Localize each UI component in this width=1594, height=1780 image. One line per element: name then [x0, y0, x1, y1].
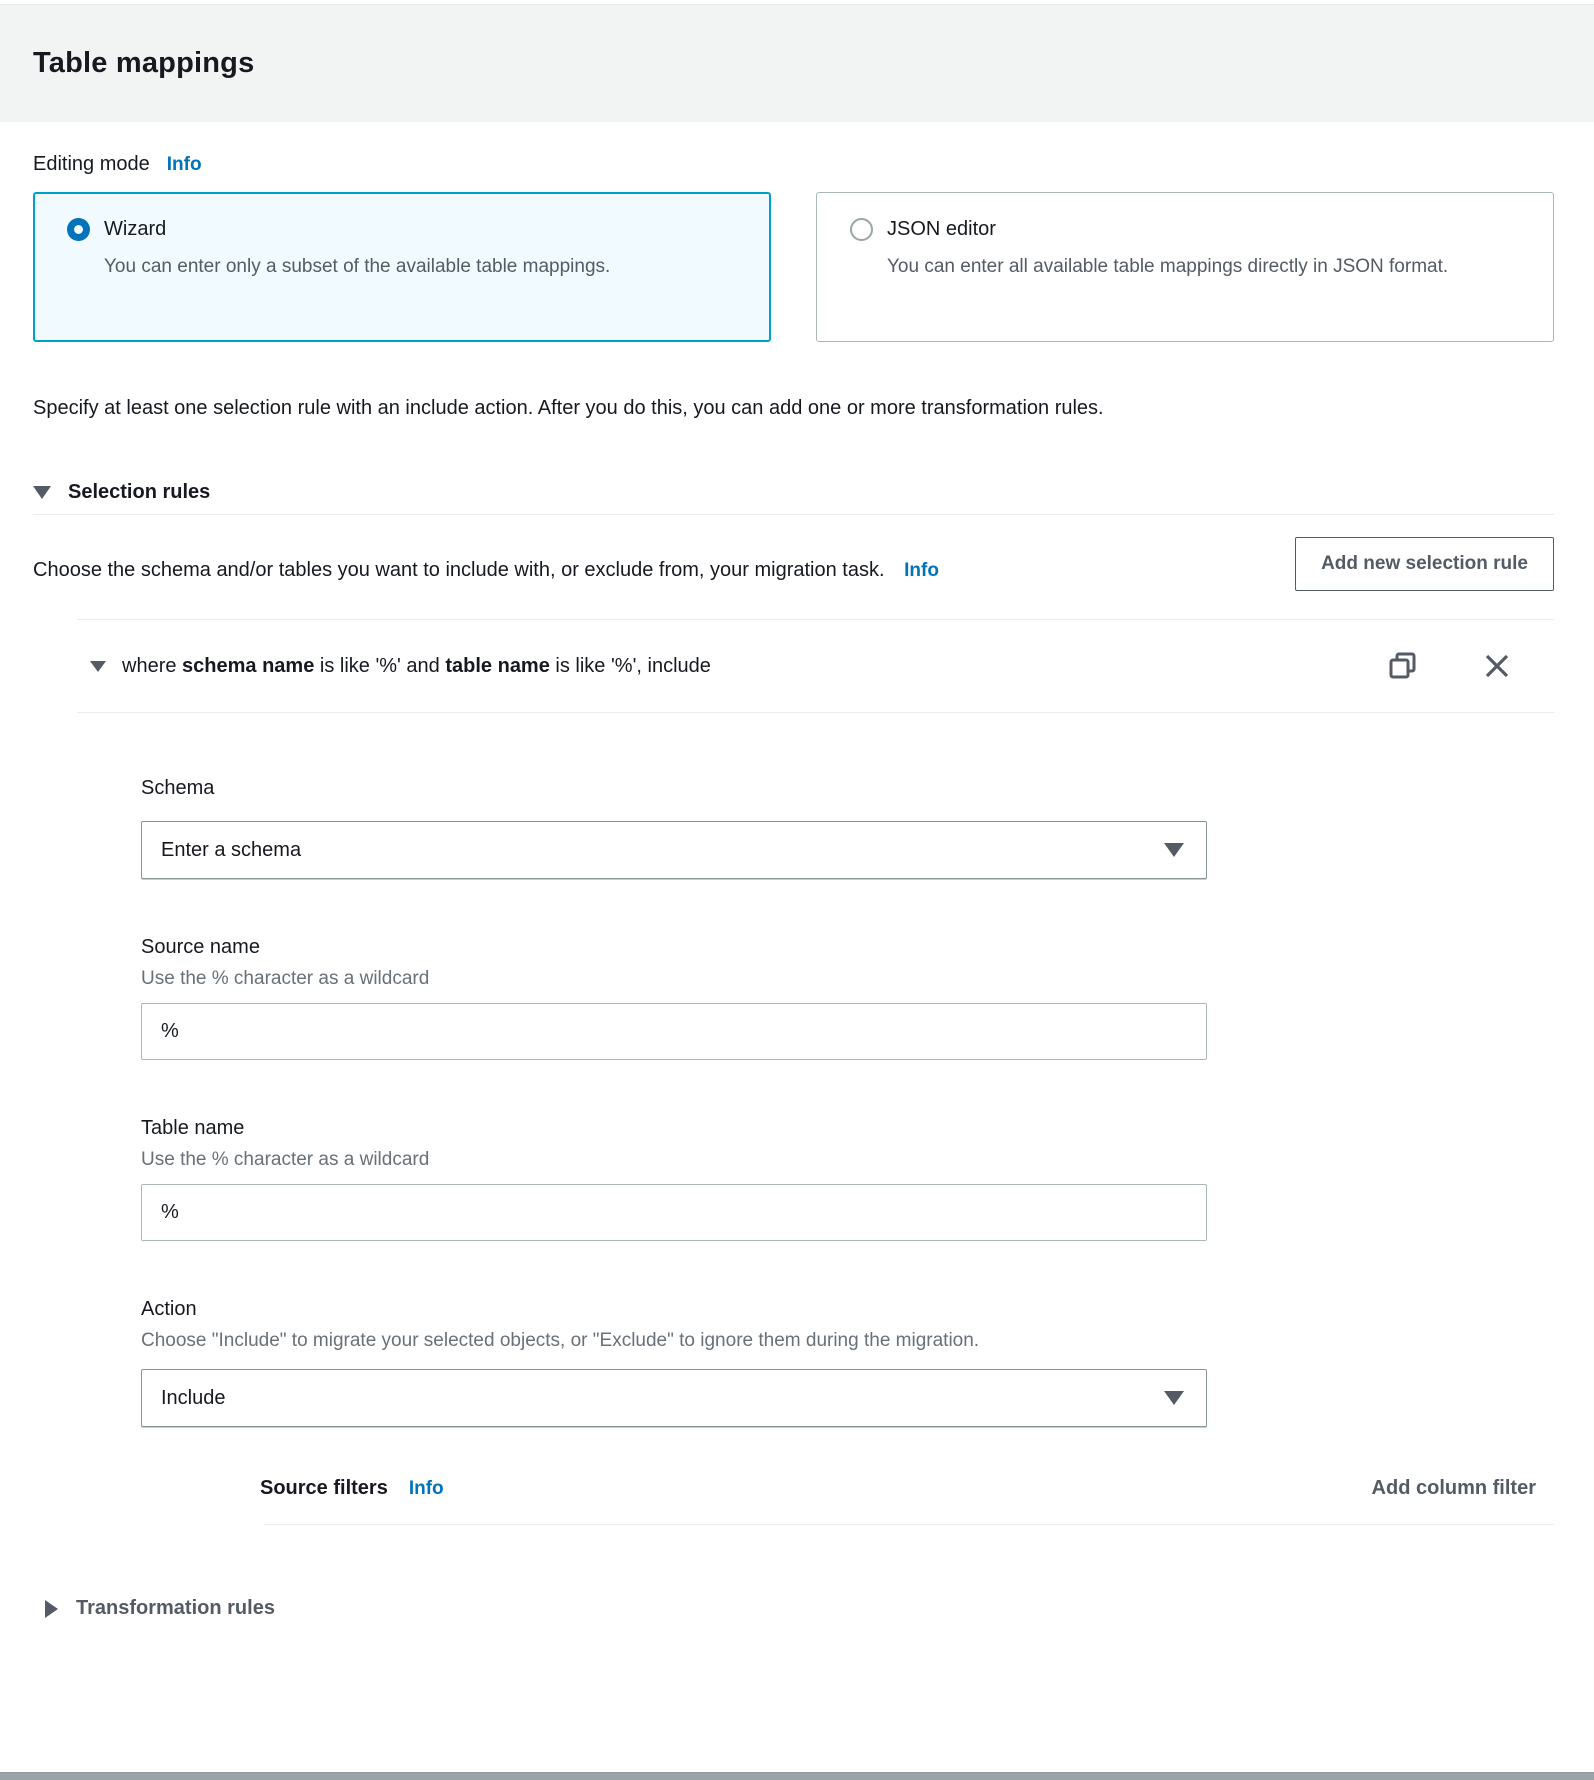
source-name-input[interactable]	[141, 1003, 1207, 1060]
editing-mode-row	[33, 153, 1554, 176]
rule-summary-text: where	[122, 654, 183, 677]
caret-down-icon	[33, 486, 51, 499]
table-name-input[interactable]	[141, 1184, 1207, 1241]
panel-body	[0, 153, 1594, 1620]
duplicate-rule-button[interactable]	[1387, 650, 1419, 682]
add-selection-rule-button[interactable]: Add new selection rule	[1295, 537, 1554, 591]
source-filters-row	[260, 1477, 1554, 1500]
selection-rules-info-link[interactable]: Info	[904, 560, 939, 581]
chevron-down-icon	[1164, 1391, 1184, 1405]
json-editor-option-card[interactable]	[816, 192, 1554, 342]
divider	[33, 514, 1554, 515]
transformation-rules-header[interactable]	[45, 1597, 1554, 1620]
source-name-label: Source name	[141, 936, 260, 958]
table-name-label: Table name	[141, 1117, 245, 1139]
copy-icon	[1387, 650, 1419, 682]
caret-right-icon	[45, 1600, 58, 1618]
schema-label: Schema	[141, 777, 215, 799]
json-editor-option-description: You can enter all available table mappings directly in JSON format.	[887, 256, 1449, 277]
divider	[77, 712, 1554, 713]
selection-rules-toolbar	[33, 537, 1554, 593]
wizard-option-label: Wizard	[104, 218, 167, 240]
wizard-radio-row	[67, 218, 739, 241]
schema-select-value: Enter a schema	[161, 838, 302, 861]
json-editor-radio-row	[850, 218, 1523, 241]
selection-rules-title: Selection rules	[68, 481, 211, 503]
action-label: Action	[141, 1298, 197, 1320]
divider	[264, 1524, 1554, 1525]
radio-unselected-icon[interactable]	[850, 218, 873, 241]
close-icon	[1482, 651, 1512, 681]
caret-down-icon[interactable]	[90, 661, 106, 672]
panel-header	[0, 5, 1594, 122]
selection-rule-summary	[122, 655, 711, 678]
action-select-value: Include	[161, 1386, 226, 1409]
editing-mode-options	[33, 192, 1554, 342]
add-column-filter-button[interactable]: Add column filter	[1371, 1477, 1536, 1499]
wizard-option-description: You can enter only a subset of the available table mappings.	[104, 256, 611, 277]
wizard-option-card[interactable]	[33, 192, 771, 342]
source-filters-info-link[interactable]: Info	[408, 1478, 444, 1499]
selection-rule-header	[77, 620, 1554, 712]
selection-rules-description-text: Choose the schema and/or tables you want to include with, or exclude from, your migration task.	[33, 559, 885, 581]
rule-summary-schema-name: schema name	[182, 654, 315, 677]
table-name-helper: Use the % character as a wildcard	[141, 1149, 430, 1170]
action-helper: Choose "Include" to migrate your selected objects, or "Exclude" to ignore them during the migration.	[141, 1330, 980, 1351]
rule-actions	[1387, 650, 1554, 682]
remove-rule-button[interactable]	[1482, 651, 1512, 681]
intro-text: Specify at least one selection rule with an include action. After you do this, you can add one or more transformation rules.	[33, 397, 1104, 419]
rule-summary-text: is like '%', include	[549, 654, 711, 677]
selection-rule-form	[141, 777, 1207, 1427]
selection-rule	[77, 619, 1554, 1525]
rule-summary-table-name: table name	[445, 654, 550, 677]
editing-mode-info-link[interactable]: Info	[166, 154, 202, 175]
source-name-helper: Use the % character as a wildcard	[141, 968, 430, 989]
chevron-down-icon	[1164, 843, 1184, 857]
transformation-rules-title: Transformation rules	[76, 1597, 275, 1619]
selection-rules-header[interactable]	[33, 481, 1554, 504]
radio-selected-icon[interactable]	[67, 218, 90, 241]
editing-mode-label: Editing mode	[33, 153, 150, 175]
json-editor-option-label: JSON editor	[887, 218, 996, 240]
rule-summary-text: is like '%' and	[314, 654, 446, 677]
bottom-divider-bar	[0, 1772, 1594, 1780]
action-select[interactable]	[141, 1369, 1207, 1427]
schema-select[interactable]	[141, 821, 1207, 879]
page-title: Table mappings	[33, 47, 255, 79]
selection-rules-description	[33, 537, 953, 593]
source-filters-label: Source filters	[260, 1477, 388, 1499]
